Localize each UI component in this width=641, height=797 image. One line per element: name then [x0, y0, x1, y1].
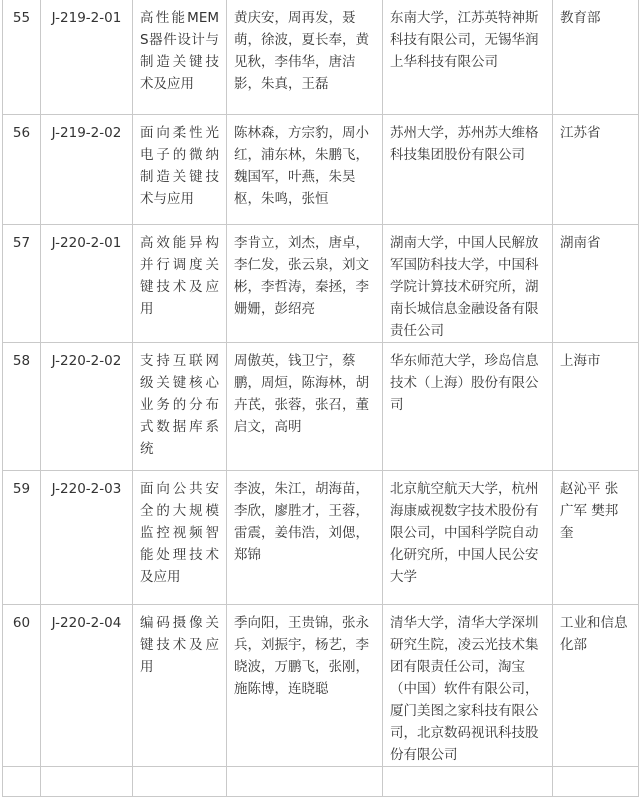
project-number: 58	[3, 343, 41, 471]
table-row	[3, 115, 639, 225]
project-persons: 陈林森，方宗豹，周小红，浦东林，朱鹏飞，魏国军，叶燕，朱昊枢，朱鸣，张恒	[227, 115, 383, 225]
project-code: J-220-2-03	[41, 471, 133, 605]
project-code: J-220-2-02	[41, 343, 133, 471]
table-row	[3, 605, 639, 767]
table-row	[3, 0, 639, 115]
project-title	[133, 767, 227, 797]
project-title: 支持互联网级关键核心业务的分布式数据库系统	[133, 343, 227, 471]
project-persons	[227, 767, 383, 797]
project-code	[41, 767, 133, 797]
project-recommender: 赵沁平 张广军 樊邦奎	[553, 471, 639, 605]
award-projects-table	[2, 0, 639, 797]
project-recommender: 教育部	[553, 0, 639, 115]
project-persons: 李波，朱江，胡海苗，李欣，廖胜才，王蓉，雷震，姜伟浩，刘偲，郑锦	[227, 471, 383, 605]
project-number: 59	[3, 471, 41, 605]
project-units: 湖南大学，中国人民解放军国防科技大学，中国科学院计算技术研究所，湖南长城信息金融设备有限责任公司	[383, 225, 553, 343]
project-recommender: 工业和信息化部	[553, 605, 639, 767]
project-code: J-219-2-01	[41, 0, 133, 115]
project-units: 北京航空航天大学，杭州海康威视数字技术股份有限公司，中国科学院自动化研究所，中国人民公安大学	[383, 471, 553, 605]
project-number: 57	[3, 225, 41, 343]
project-persons: 李肯立，刘杰，唐卓，李仁发，张云泉，刘文彬，李哲涛，秦拯，李姗姗，彭绍亮	[227, 225, 383, 343]
project-code: J-219-2-02	[41, 115, 133, 225]
table-row	[3, 343, 639, 471]
project-persons: 季向阳，王贵锦，张永兵，刘振宇，杨艺，李晓波，万鹏飞，张刚，施陈博，连晓聪	[227, 605, 383, 767]
project-units	[383, 767, 553, 797]
project-recommender	[553, 767, 639, 797]
project-units: 华东师范大学，珍岛信息技术（上海）股份有限公司	[383, 343, 553, 471]
project-title: 高性能MEMS器件设计与制造关键技术及应用	[133, 0, 227, 115]
project-recommender: 上海市	[553, 343, 639, 471]
project-title: 编码摄像关键技术及应用	[133, 605, 227, 767]
project-persons: 黄庆安，周再发，聂萌，徐波，夏长奉，黄见秋，李伟华，唐洁影，朱真，王磊	[227, 0, 383, 115]
project-persons: 周傲英，钱卫宁，蔡鹏，周烜，陈海林，胡卉芪，张蓉，张召，董启文，高明	[227, 343, 383, 471]
project-units: 东南大学，江苏英特神斯科技有限公司，无锡华润上华科技有限公司	[383, 0, 553, 115]
project-recommender: 湖南省	[553, 225, 639, 343]
table-row	[3, 471, 639, 605]
table-row	[3, 225, 639, 343]
project-number: 56	[3, 115, 41, 225]
project-title: 面向柔性光电子的微纳制造关键技术与应用	[133, 115, 227, 225]
project-recommender: 江苏省	[553, 115, 639, 225]
project-number	[3, 767, 41, 797]
project-units: 清华大学，清华大学深圳研究生院，凌云光技术集团有限责任公司，淘宝（中国）软件有限公司，厦门美图之家科技有限公司，北京数码视讯科技股份有限公司	[383, 605, 553, 767]
table-row	[3, 767, 639, 797]
project-number: 60	[3, 605, 41, 767]
project-code: J-220-2-01	[41, 225, 133, 343]
project-code: J-220-2-04	[41, 605, 133, 767]
project-units: 苏州大学，苏州苏大维格科技集团股份有限公司	[383, 115, 553, 225]
project-title: 高效能异构并行调度关键技术及应用	[133, 225, 227, 343]
project-number: 55	[3, 0, 41, 115]
project-title: 面向公共安全的大规模监控视频智能处理技术及应用	[133, 471, 227, 605]
